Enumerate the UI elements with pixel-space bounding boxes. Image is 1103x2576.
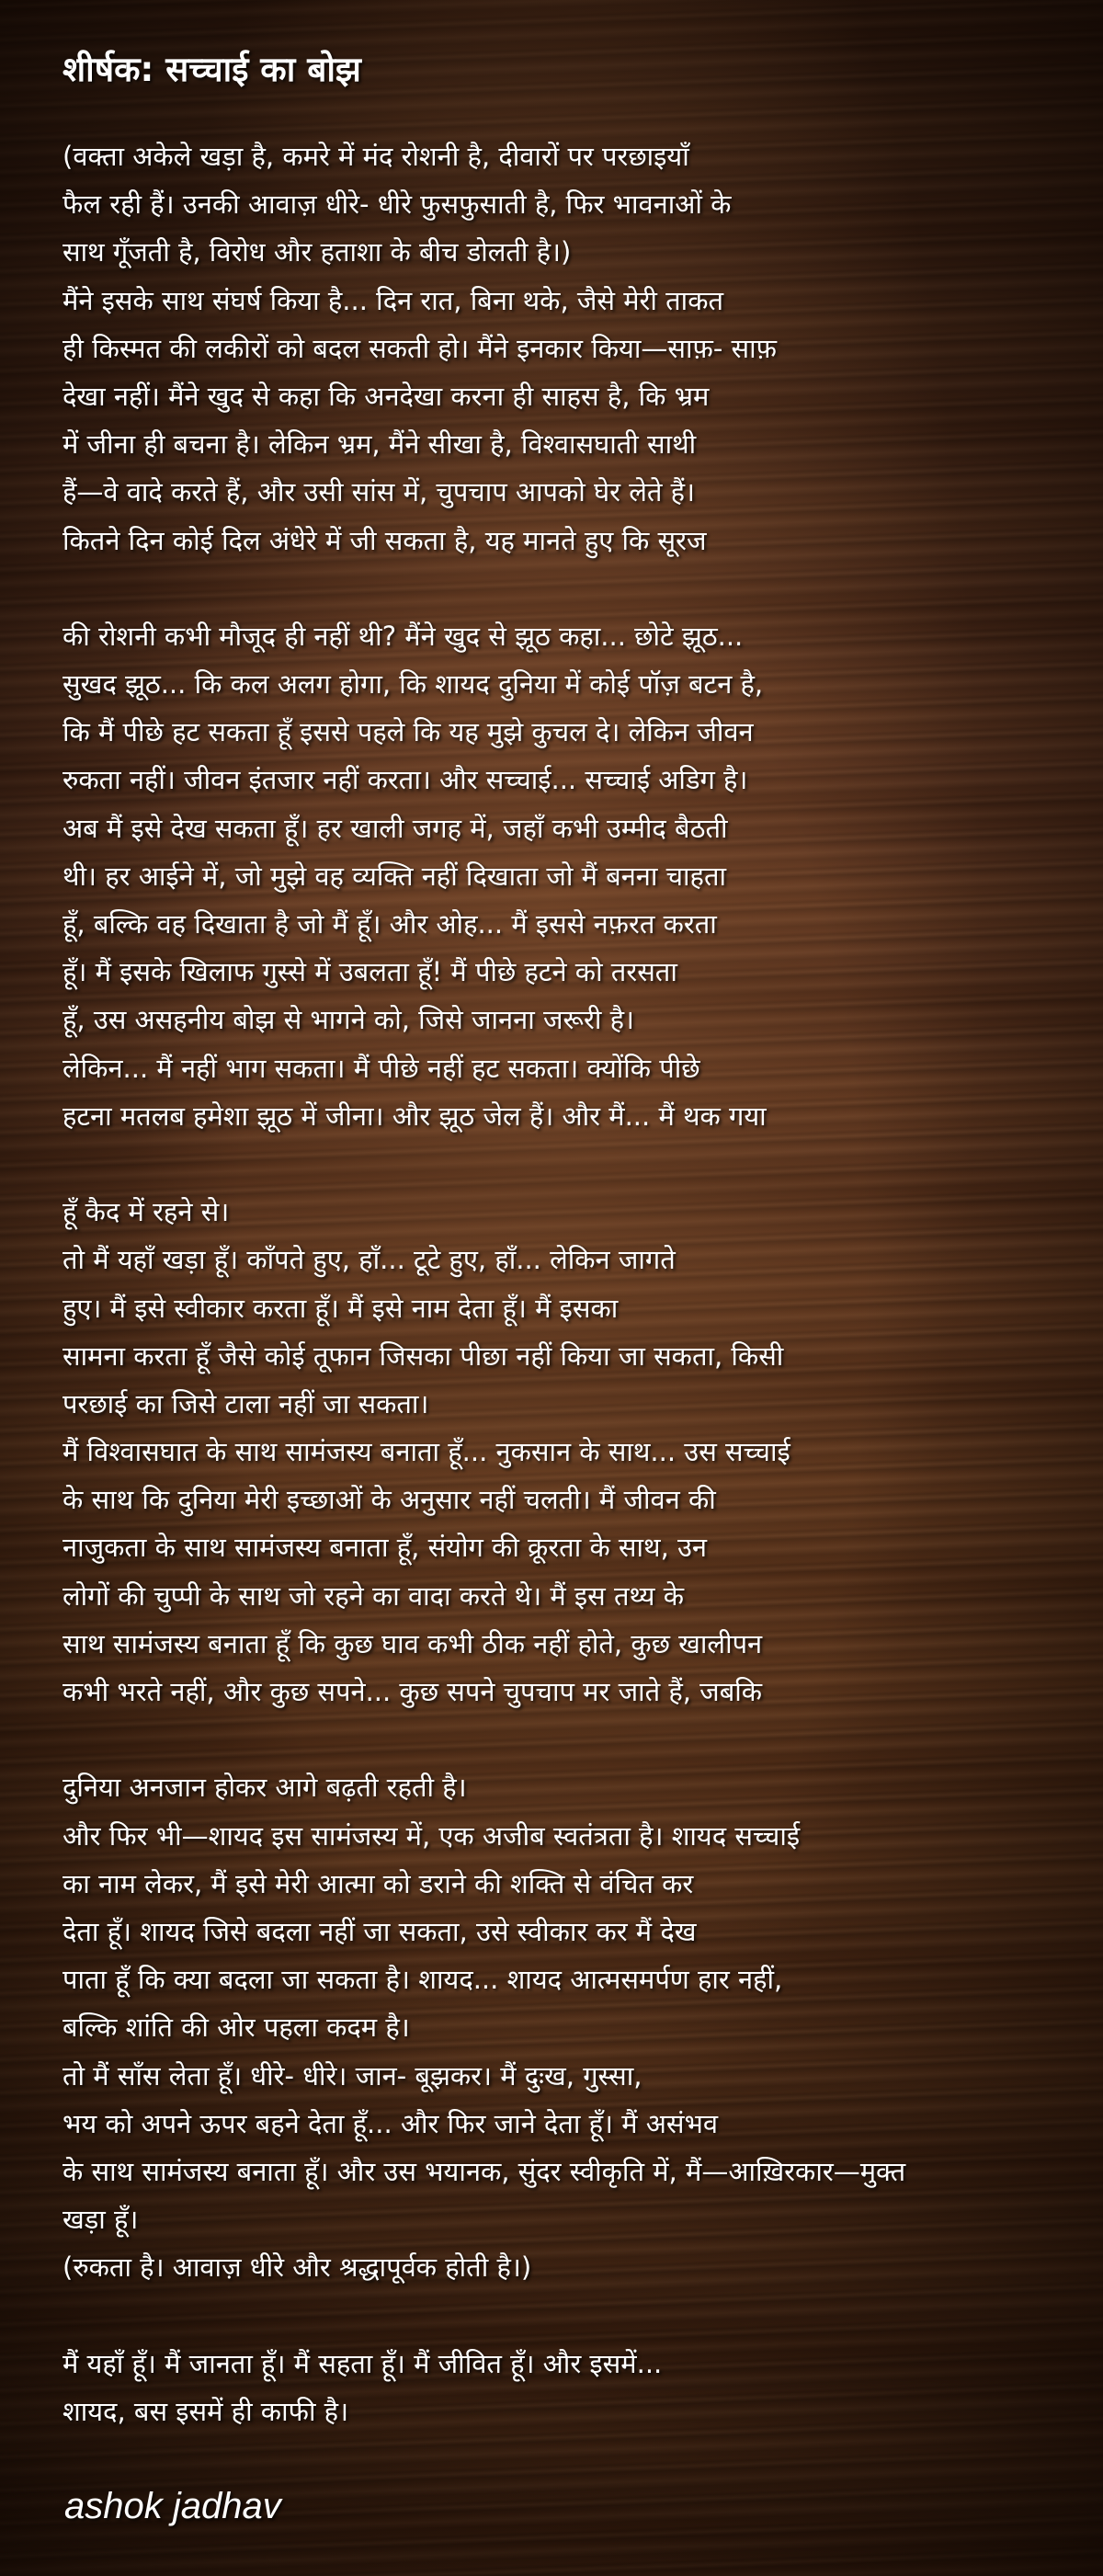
poem-line: कभी भरते नहीं, और कुछ सपने... कुछ सपने चुपचाप मर जाते हैं, जबकि [63, 1676, 763, 1707]
poem-line: हूँ। मैं इसके खिलाफ गुस्से में उबलता हूँ! मैं पीछे हटने को तरसता [63, 956, 677, 988]
poem-title: शीर्षक: सच्चाई का बोझ [63, 50, 361, 89]
poem-line: के साथ कि दुनिया मेरी इच्छाओं के अनुसार नहीं चलती। मैं जीवन की [63, 1484, 716, 1516]
poem-line: फैल रही हैं। उनकी आवाज़ धीरे- धीरे फुसफुसाती है, फिर भावनाओं के [63, 188, 732, 221]
stanza-break [63, 1140, 1092, 1188]
poem-line: लोगों की चुप्पी के साथ जो रहने का वादा करते थे। मैं इस तथ्य के [63, 1579, 684, 1612]
poem-line: पाता हूँ कि क्या बदला जा सकता है। शायद... शायद आत्मसमर्पण हार नहीं, [63, 1964, 783, 1996]
poem-line: भय को अपने ऊपर बहने देता हूँ... और फिर जाने देता हूँ। मैं असंभव [63, 2107, 719, 2139]
poem-line: साथ गूँजती है, विरोध और हताशा के बीच डोलती है।) [63, 236, 572, 268]
poem-line: (वक्ता अकेले खड़ा है, कमरे में मंद रोशनी है, दीवारों पर परछाइयाँ [63, 141, 689, 172]
poem-line: सुखद झूठ... कि कल अलग होगा, कि शायद दुनिया में कोई पॉज़ बटन है, [63, 668, 764, 701]
poem-line: दुनिया अनजान होकर आगे बढ़ती रहती है। [63, 1772, 467, 1804]
poem-line: हूँ कैद में रहने से। [63, 1196, 230, 1228]
poem-line: हटना मतलब हमेशा झूठ में जीना। और झूठ जेल हैं। और मैं... मैं थक गया [63, 1100, 767, 1132]
stanza-break [63, 2291, 1092, 2339]
poem-line: की रोशनी कभी मौजूद ही नहीं थी? मैंने खुद से झूठ कहा... छोटे झूठ... [63, 620, 744, 652]
poem-line: में जीना ही बचना है। लेकिन भ्रम, मैंने सीखा है, विश्वासघाती साथी [63, 428, 697, 461]
author-signature: ashok jadhav [64, 2486, 281, 2526]
poem-line: मैं विश्वासघात के साथ सामंजस्य बनाता हूँ... नुकसान के साथ... उस सच्चाई [63, 1436, 790, 1468]
poem-line: शायद, बस इसमें ही काफी है। [63, 2395, 349, 2427]
poem-container [63, 44, 1092, 2435]
poem-line: साथ सामंजस्य बनाता हूँ कि कुछ घाव कभी ठीक नहीं होते, कुछ खालीपन [63, 1627, 763, 1659]
poem-line: मैं यहाँ हूँ। मैं जानता हूँ। मैं सहता हूँ। मैं जीवित हूँ। और इसमें... [63, 2347, 663, 2379]
poem-line: देखा नहीं। मैंने खुद से कहा कि अनदेखा करना ही साहस है, कि भ्रम [63, 380, 710, 412]
poem-line: बल्कि शांति की ओर पहला कदम है। [63, 2012, 410, 2044]
poem-line: अब मैं इसे देख सकता हूँ। हर खाली जगह में, जहाँ कभी उम्मीद बैठती [63, 812, 728, 844]
poem-line: हूँ, उस असहनीय बोझ से भागने को, जिसे जानना जरूरी है। [63, 1004, 634, 1036]
poem-line: और फिर भी—शायद इस सामंजस्य में, एक अजीब स्वतंत्रता है। शायद सच्चाई [63, 1819, 801, 1852]
poem-line: के साथ सामंजस्य बनाता हूँ। और उस भयानक, सुंदर स्वीकृति में, मैं—आख़िरकार—मुक्त [63, 2155, 906, 2187]
poem-line: कितने दिन कोई दिल अंधेरे में जी सकता है, यह मानते हुए कि सूरज [63, 524, 707, 556]
poem-line: ही किस्मत की लकीरों को बदल सकती हो। मैंने इनकार किया—साफ़- साफ़ [63, 332, 778, 364]
poem-line: नाजुकता के साथ सामंजस्य बनाता हूँ, संयोग की क्रूरता के साथ, उन [63, 1532, 707, 1564]
poem-line: तो मैं यहाँ खड़ा हूँ। काँपते हुए, हाँ... टूटे हुए, हाँ... लेकिन जागते [63, 1244, 676, 1276]
poem-line: मैंने इसके साथ संघर्ष किया है... दिन रात, बिना थके, जैसे मेरी ताकत [63, 284, 723, 316]
poem-line: हैं—वे वादे करते हैं, और उसी सांस में, चुपचाप आपको घेर लेते हैं। [63, 476, 696, 508]
poem-line: देता हूँ। शायद जिसे बदला नहीं जा सकता, उसे स्वीकार कर मैं देख [63, 1915, 697, 1947]
poem-line: खड़ा हूँ। [63, 2204, 139, 2236]
poem-line: सामना करता हूँ जैसे कोई तूफान जिसका पीछा नहीं किया जा सकता, किसी [63, 1339, 784, 1372]
poem-line: लेकिन... मैं नहीं भाग सकता। मैं पीछे नहीं हट सकता। क्योंकि पीछे [63, 1052, 700, 1084]
stanza-break [63, 1715, 1092, 1763]
poem-body [63, 132, 1092, 2435]
poem-line: थी। हर आईने में, जो मुझे वह व्यक्ति नहीं दिखाता जो मैं बनना चाहता [63, 860, 726, 892]
poem-line: रुकता नहीं। जीवन इंतजार नहीं करता। और सच्चाई... सच्चाई अडिग है। [63, 764, 748, 796]
poem-line: तो मैं साँस लेता हूँ। धीरे- धीरे। जान- बूझकर। मैं दुःख, गुस्सा, [63, 2059, 642, 2092]
poem-line: परछाई का जिसे टाला नहीं जा सकता। [63, 1387, 429, 1419]
poem-line: कि मैं पीछे हट सकता हूँ इससे पहले कि यह मुझे कुचल दे। लेकिन जीवन [63, 716, 754, 748]
poem-line: हुए। मैं इसे स्वीकार करता हूँ। मैं इसे नाम देता हूँ। मैं इसका [63, 1292, 619, 1324]
poem-line: हूँ, बल्कि वह दिखाता है जो मैं हूँ। और ओह... मैं इससे नफ़रत करता [63, 908, 717, 940]
poem-line: का नाम लेकर, मैं इसे मेरी आत्मा को डराने की शक्ति से वंचित कर [63, 1867, 694, 1899]
stanza-break [63, 564, 1092, 612]
poem-line: (रुकता है। आवाज़ धीरे और श्रद्धापूर्वक होती है।) [63, 2251, 532, 2284]
